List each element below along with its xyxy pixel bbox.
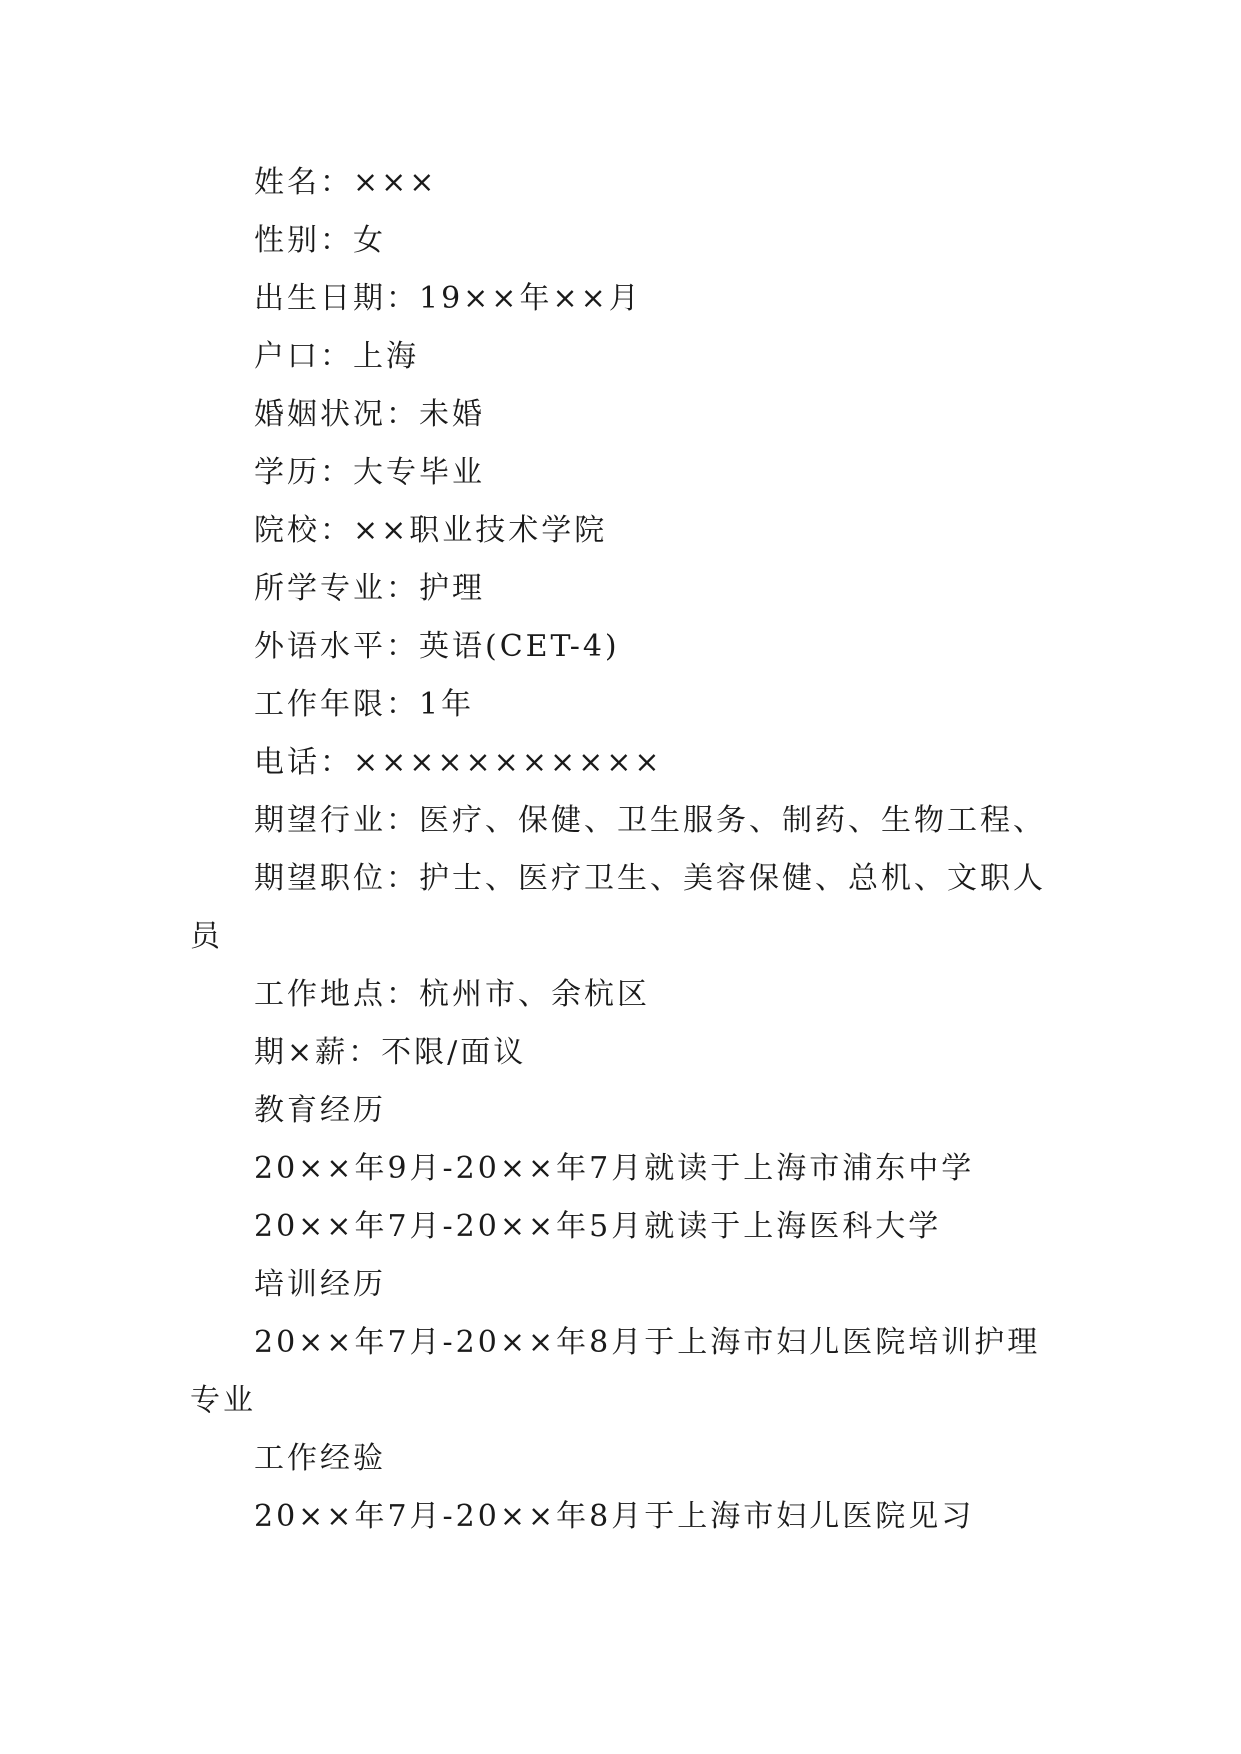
work-experience-entry: 20××年7月-20××年8月于上海市妇儿医院见习: [254, 1499, 975, 1534]
field-work-location: 工作地点：杭州市、余杭区: [254, 977, 650, 1012]
field-marital-status: 婚姻状况：未婚: [254, 397, 485, 432]
section-heading-education: 教育经历: [254, 1093, 386, 1128]
field-major: 所学专业：护理: [254, 571, 485, 606]
field-desired-position: 期望职位：护士、医疗卫生、美容保健、总机、文职人员: [190, 861, 1046, 954]
field-birth-date: 出生日期：19××年××月: [254, 281, 642, 316]
field-gender: 性别：女: [254, 223, 386, 258]
section-heading-work-experience: 工作经验: [254, 1441, 386, 1476]
education-entry: 20××年7月-20××年5月就读于上海医科大学: [254, 1209, 942, 1244]
training-entry: 20××年7月-20××年8月于上海市妇儿医院培训护理专业: [190, 1325, 1041, 1418]
field-household: 户口：上海: [254, 339, 419, 374]
field-expected-salary: 期×薪：不限/面议: [254, 1035, 527, 1070]
field-language-level: 外语水平：英语(CET-4): [254, 629, 620, 664]
field-name: 姓名：×××: [254, 165, 438, 200]
field-phone: 电话：×××××××××××: [254, 745, 663, 780]
resume-body: [190, 154, 1070, 1546]
field-work-years: 工作年限：1年: [254, 687, 475, 722]
field-school: 院校：××职业技术学院: [254, 513, 608, 548]
education-entry: 20××年9月-20××年7月就读于上海市浦东中学: [254, 1151, 975, 1186]
section-heading-training: 培训经历: [254, 1267, 386, 1302]
field-education-level: 学历：大专毕业: [254, 455, 485, 490]
field-desired-industry: 期望行业：医疗、保健、卫生服务、制药、生物工程、: [254, 803, 1046, 838]
